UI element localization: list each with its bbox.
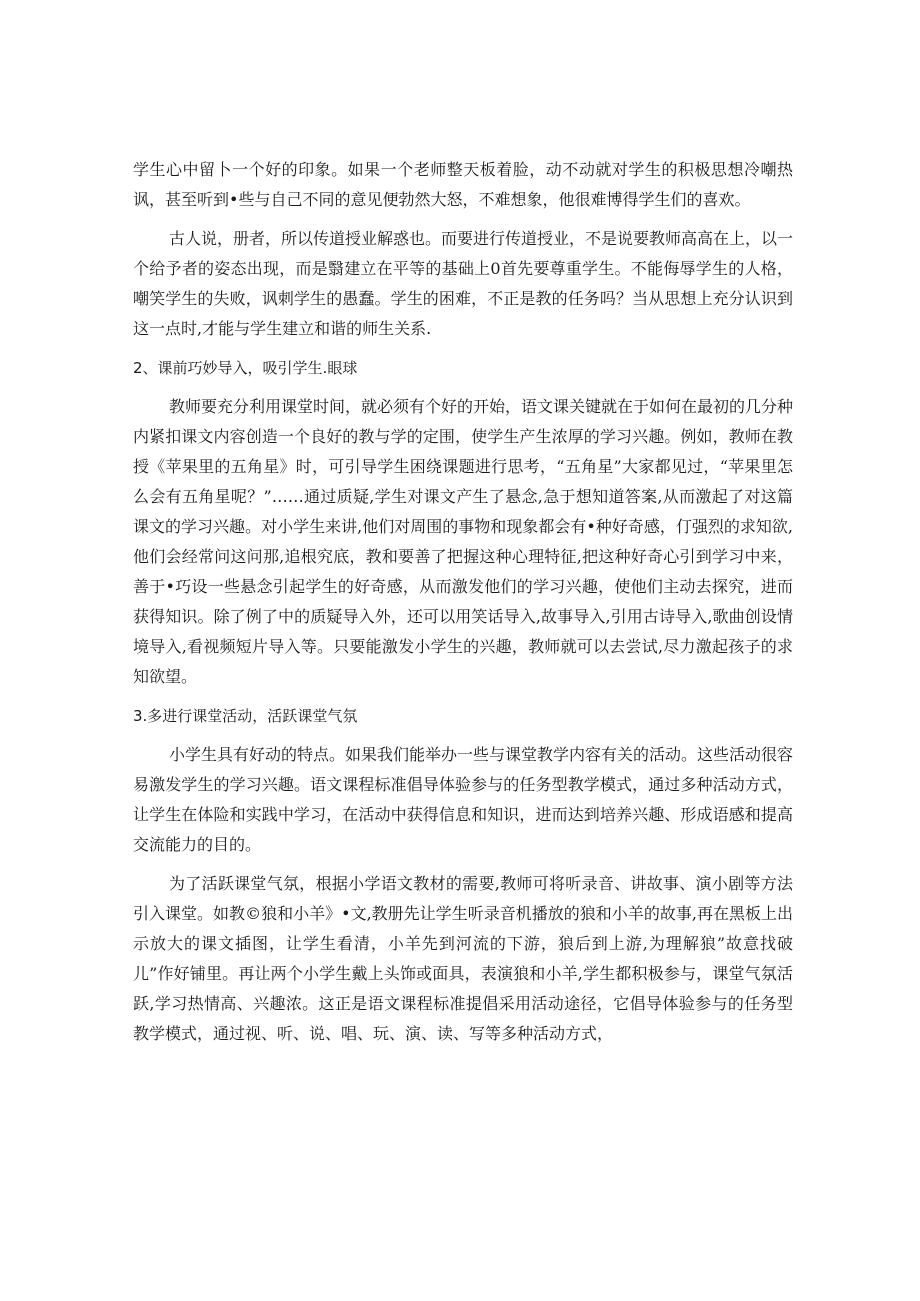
paragraph-classroom-atmosphere: 为了活跃课堂气氛，根据小学语文教材的需要,教师可将听录音、讲故事、演小剧等方法引入课堂。如教©狼和小羊》•文,教册先让学生听录音机播放的狼和小羊的故事,再在黑板上出示放大的课文插图，让学生看清，小羊先到河流的下游，狼后到上游,为理解狼”故意找破儿”作好铺里。再让两个小学生戴上头饰或面具，表演狼和小羊,学生都积极参与，课堂气氛活跃,学习热情高、兴趣浓。这正是语文课程标准提倡采用活动途径，它倡导体验参与的任务型教学模式，通过视、听、说、唱、玩、演、读、写等多种活动方式， [133, 874, 793, 1043]
paragraph-continuation: 学生心中留卜一个好的印象。如果一个老师整天板着脸，动不动就对学生的积极思想冷嘲热讽，甚至听到•些与自己不同的意见便勃然大怒，不难想象，他很难博得学生们的喜欢。 [133, 160, 793, 209]
document-body [133, 155, 793, 1058]
paragraph-teacher-role: 古人说，册者，所以传道授业解惑也。而要进行传道授业，不是说要教师高高在上，以一个给予者的姿态出现，而是翳建立在平等的基础上0首先要尊重学生。不能侮辱学生的人格，嘲笑学生的失败，讽刺学生的愚蠢。学生的困难，不正是教的任务吗？当从思想上充分认识到这一点时,才能与学生建立和谐的师生关系. [133, 229, 794, 338]
paragraph-activities: 小学生具有好动的特点。如果我们能举办一些与课堂教学内容有关的活动。这些活动很容易激发学生的学习兴趣。语文课程标准倡导体验参与的任务型教学模式，通过多种活动方式，让学生在体险和实践中学习，在活动中获得信息和知识，进而达到培养兴趣、形成语感和提高交流能力的目的。 [133, 745, 794, 854]
section-heading-3: 3.多进行课堂活动，活跃课堂气氛 [133, 707, 358, 725]
section-heading-2: 2、课前巧妙导入，吸引学生.眼球 [133, 359, 358, 377]
paragraph-lesson-introduction: 教师要充分利用课堂时间，就必须有个好的开始，语文课关键就在于如何在最初的几分种内紧扣课文内容创造一个良好的教与学的定围，使学生产生浓厚的学习兴趣。例如，教师在教授《苹果里的五角星》时，可引导学生困绕课题进行思考，“五角星”大家都见过，“苹果里怎么会有五角星呢？”……通过质疑,学生对课文产生了悬念,急于想知道答案,从而激起了对这篇课文的学习兴趣。对小学生来讲,他们对周围的事物和现象都会有•种好奇感，仃强烈的求知欲,他们会经常问这问那,追根究底，教和要善了把握这种心理特征,把这种好奇心引到学习中来，善于•巧设一些悬念引起学生的好奇感，从而激发他们的学习兴趣，使他们主动去探究，进而获得知识。除了例了中的质疑导入外，还可以用笑话导入,故事导入,引用古诗导入,歌曲创设情境导入,看视频短片导入等。只要能激发小学生的兴趣，教师就可以去尝试,尽力激起孩子的求知欲望。 [133, 397, 794, 686]
